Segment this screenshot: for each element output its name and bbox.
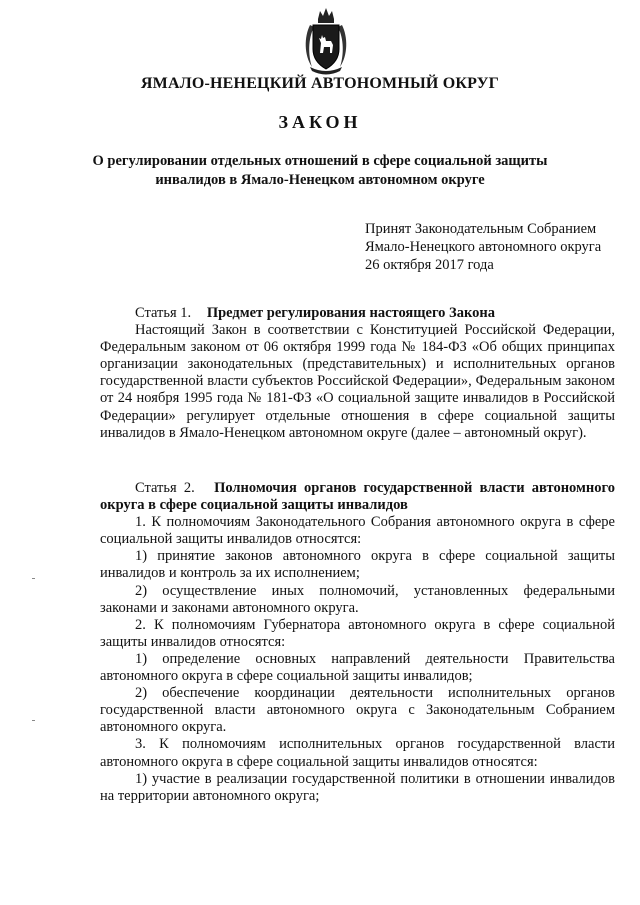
article-number: Статья 1. <box>135 305 192 321</box>
law-title: ЗАКОН <box>278 112 362 132</box>
adoption-line: Ямало-Ненецкого автономного округа <box>365 239 602 255</box>
article-heading <box>100 480 615 514</box>
article-paragraph: 1) определение основных направлений деятельности Правительства автономного округа в сфере социальной защиты инвалидов; <box>100 650 615 685</box>
region-title: ЯМАЛО-НЕНЕЦКИЙ АВТОНОМНЫЙ ОКРУГ <box>140 75 500 92</box>
article-paragraph: 1. К полномочиям Законодательного Собрания автономного округа в сфере социальной защиты инвалидов относятся: <box>100 514 615 548</box>
coat-of-arms-emblem <box>296 5 356 77</box>
law-subject-line: инвалидов в Ямало-Ненецком автономном округе <box>155 172 485 188</box>
article-paragraph: 1) принятие законов автономного округа в сфере социальной защиты инвалидов и контроль за их исполнением; <box>100 548 615 582</box>
law-subject-line: О регулировании отдельных отношений в сфере социальной защиты <box>92 153 548 169</box>
article-heading <box>100 305 615 322</box>
article-paragraph: 2) обеспечение координации деятельности исполнительных органов государственной власти автономного округа с Законодательным Собранием автономного округа. <box>100 685 615 736</box>
article-title: Полномочия органов государственной власти автономного округа в сфере социальной защиты инвалидов <box>100 480 615 514</box>
article-paragraph: 1) участие в реализации государственной политики в отношении инвалидов на территории автономного округа; <box>100 770 615 804</box>
adoption-date: 26 октября 2017 года <box>365 257 494 273</box>
adoption-line: Принят Законодательным Собранием <box>365 221 597 237</box>
scan-mark <box>32 578 35 579</box>
article-title: Предмет регулирования настоящего Закона <box>206 305 495 321</box>
scan-mark <box>32 720 35 721</box>
article-1 <box>100 305 615 442</box>
law-subject <box>0 152 640 190</box>
article-paragraph: Настоящий Закон в соответствии с Конституцией Российской Федерации, Федеральным законом от 06 октября 1999 года № 184-ФЗ «Об общих принципах организации законодательных (представительных) и исполнительных органов государственной власти субъектов Российской Федерации», Федеральным законом от 24 ноября 1995 года № 181-ФЗ «О социальной защите инвалидов в Российской Федерации» регулирует отдельные отношения в сфере социальной защиты инвалидов в Ямало-Ненецком автономном округе (далее – автономный округ). <box>100 322 615 441</box>
article-number: Статья 2. <box>135 480 195 496</box>
article-2 <box>100 480 615 805</box>
adoption-note <box>365 220 601 274</box>
article-paragraph: 2) осуществление иных полномочий, установленных федеральными законами и законами автономного округа. <box>100 582 615 616</box>
article-paragraph: 2. К полномочиям Губернатора автономного округа в сфере социальной защиты инвалидов относятся: <box>100 616 615 650</box>
article-paragraph: 3. К полномочиям исполнительных органов государственной власти автономного округа в сфере социальной защиты инвалидов относятся: <box>100 736 615 770</box>
